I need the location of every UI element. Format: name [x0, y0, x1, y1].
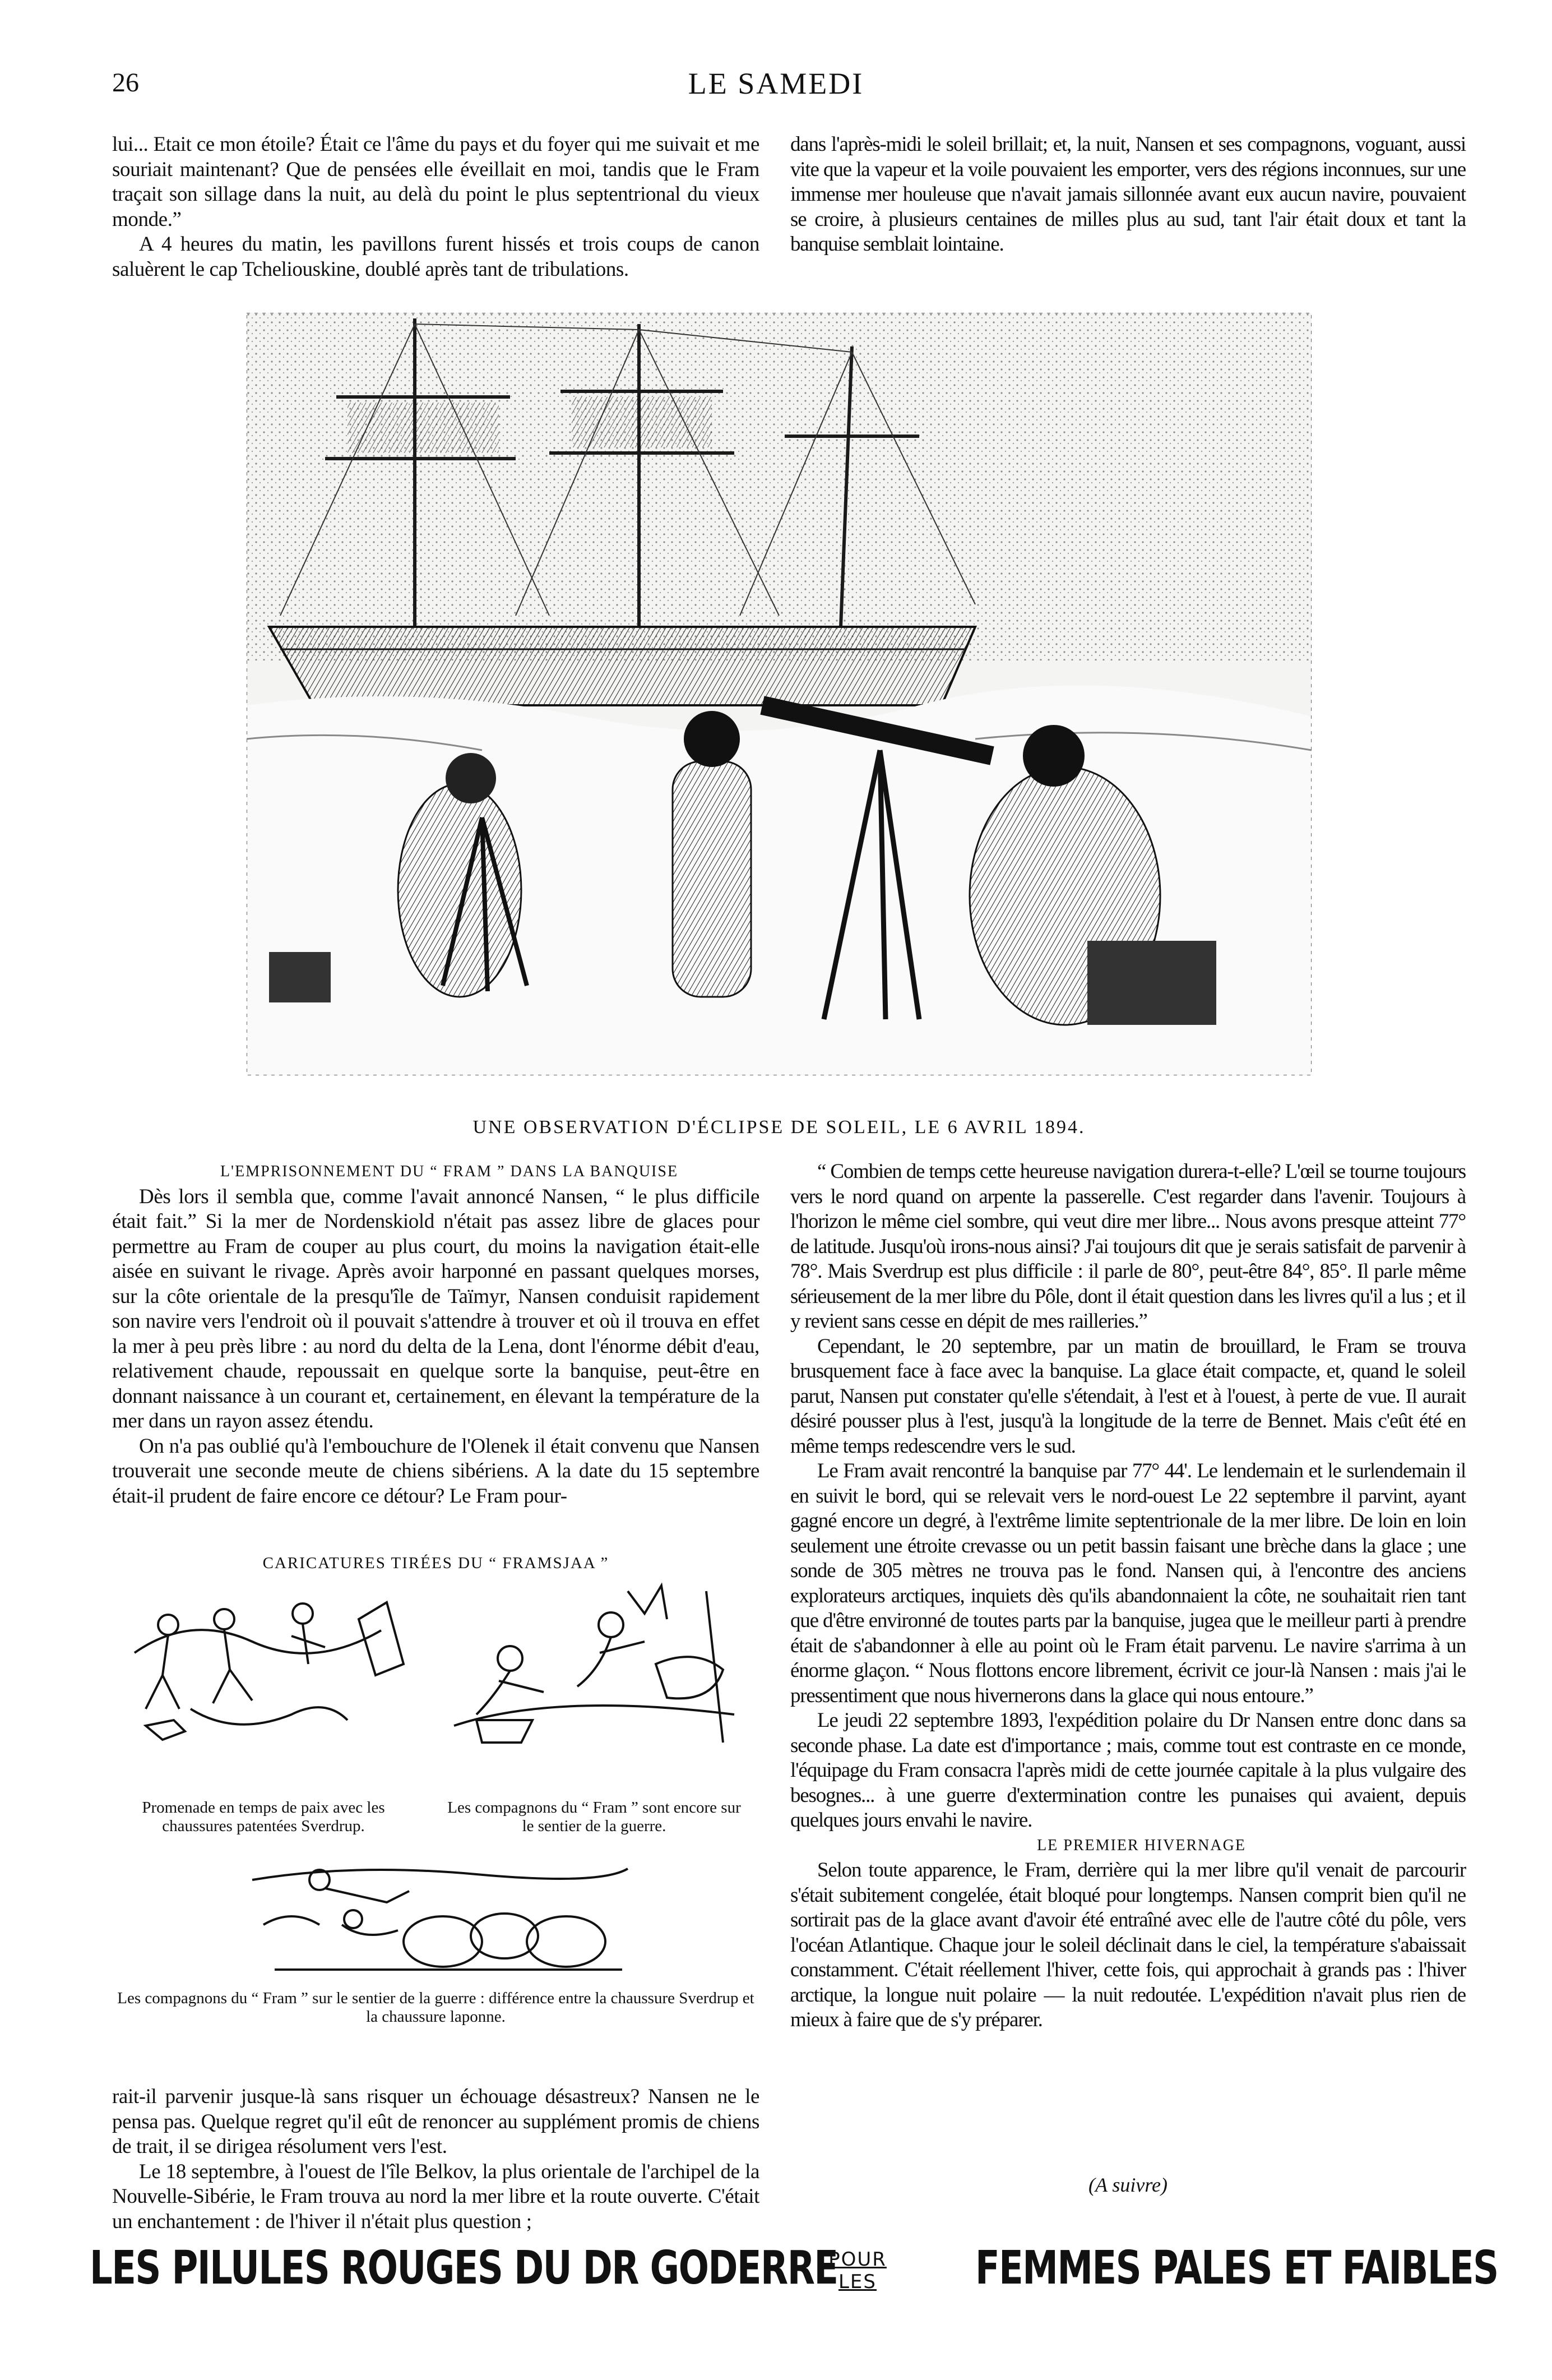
- top-left-column: [112, 132, 759, 282]
- paragraph: Le Fram avait rencontré la banquise par 77° 44'. Le lendemain et le surlendemain il en suivit le bord, qui se relevait vers le nord-ouest Le 22 septembre il parvint, ayant gagné encore un degré, à l'extrême limite septentrionale de la mer libre. De loin en loin seulement une étroite crevasse ou un petit bassin faisant une brèche dans la glace ; une sonde de 305 mètres ne trouva pas le fond. Nansen qui, à l'encontre des anciens explorateurs arctiques, inquiets dès qu'ils abandonnaient la côte, ne souhaitait rien tant que d'être environné de toutes parts par la banquise, jugea que le meilleur parti à prendre était de s'abandonner à elle au point où le Fram était parvenu. Le navire s'arrima à un énorme glaçon. “ Nous flottons encore librement, écrivit ce jour-là Nansen : mais j'ai le pressentiment que nous hivernerons dans la glace qui nous entoure.”: [790, 1459, 1466, 1707]
- top-right-column: [790, 132, 1466, 257]
- caricature-right-drawing: [443, 1580, 745, 1748]
- paragraph: dans l'après-midi le soleil brillait; et, la nuit, Nansen et ses compagnons, voguant, aussi vite que la vapeur et la voile pouvaient les emporter, vers des régions inconnues, sur une immense mer houleuse que n'avait jamais sillonnée avant eux aucun navire, pouvaient se croire, à plusieurs centaines de milles plus au sud, tant l'air était doux et tant la banquise semblait lointaine.: [790, 133, 1466, 256]
- section-heading: LE PREMIER HIVERNAGE: [1037, 1836, 1246, 1854]
- advert-middle: [796, 2248, 919, 2293]
- caricature-left-drawing: [123, 1580, 426, 1748]
- caricature-left-caption: Promenade en temps de paix avec les chaussures patentées Sverdrup.: [142, 1799, 385, 1835]
- advert-middle-bottom: LES: [838, 2271, 877, 2293]
- advert-right-text: FEMMES PALES ET FAIBLES: [975, 2242, 1498, 2295]
- paragraph: rait-il parvenir jusque-là sans risquer un échouage désastreux? Nansen ne le pensa pas. Quelque regret qu'il eût de renoncer au supplément promis de chiens de trait, il se dirigea résolument vers l'est.: [112, 2085, 759, 2158]
- caricatures-heading: CARICATURES TIRÉES DU “ FRAMSJAA ”: [262, 1554, 609, 1572]
- advert-middle-top: POUR: [828, 2248, 887, 2271]
- caricature-bottom-drawing: [241, 1857, 633, 1981]
- paragraph: A 4 heures du matin, les pavillons furent hissés et trois coups de canon saluèrent le cap Tcheliouskine, doublé après tant de tribulations.: [112, 233, 759, 281]
- right-column: [790, 1159, 1466, 2033]
- advert-left-text: LES PILULES ROUGES DU DR GODERRE: [90, 2242, 838, 2295]
- caricature-right-caption: Les compagnons du “ Fram ” sont encore sur le sentier de la guerre.: [447, 1799, 741, 1835]
- paragraph: Le jeudi 22 septembre 1893, l'expédition polaire du Dr Nansen entre donc dans sa seconde phase. La date est d'importance ; mais, comme tout est contraste en ce monde, l'équipage du Fram consacra l'après midi de cette journée capitale à la plus vulgaire des besognes... à une guerre d'extermination contre les punaises qui avaient, depuis quelques jours envahi le navire.: [790, 1709, 1466, 1832]
- left-column: [112, 1159, 759, 1509]
- caricatures-block: [112, 1552, 759, 2028]
- section-heading: L'EMPRISONNEMENT DU “ FRAM ” DANS LA BANQUISE: [220, 1163, 679, 1180]
- caricature-bottom-caption: Les compagnons du “ Fram ” sur le sentier de la guerre : différence entre la chaussure Sverdrup et la chaussure laponne.: [117, 1989, 754, 2026]
- paragraph: Selon toute apparence, le Fram, derrière qui la mer libre qu'il venait de parcourir s'était subitement congelée, était bloqué pour longtemps. Nansen comprit bien qu'il ne sortirait pas de la glace avant d'avoir été entraîné avec elle de l'autre côté du pôle, vers l'océan Atlantique. Chaque jour le soleil déclinait dans le ciel, la température s'abaissait constamment. C'était réellement l'hiver, cette fois, qui approchait à grands pas : l'hiver arctique, la longue nuit polaire — la nuit redoutée. L'expédition n'avait plus rien de mieux à faire que de s'y préparer.: [790, 1859, 1466, 2031]
- engraving-caption: UNE OBSERVATION D'ÉCLIPSE DE SOLEIL, LE 6 AVRIL 1894.: [472, 1117, 1086, 1138]
- paragraph: Cependant, le 20 septembre, par un matin de brouillard, le Fram se trouva brusquement face à face avec la banquise. La glace était compacte, et, quand le soleil parut, Nansen put constater qu'elle s'étendait, à l'est et à l'ouest, à perte de vue. Il aurait désiré pousser plus à l'est, jusqu'à la longitude de la terre de Bennet. Mais c'eût été en même temps redescendre vers le sud.: [790, 1334, 1466, 1458]
- masthead: LE SAMEDI: [688, 67, 864, 100]
- paragraph: “ Combien de temps cette heureuse navigation durera-t-elle? L'œil se tourne toujours vers le nord quand on arpente la passerelle. C'est regarder dans l'avenir. Toujours à l'horizon le même ciel sombre, qui veut dire mer libre... Nous avons presque atteint 77° de latitude. Jusqu'où irons-nous ainsi? J'ai toujours dit que je serais satisfait de parvenir à 78°. Mais Sverdrup est plus difficile : il parle de 80°, peut-être 84°, 85°. Il parle même sérieusement de la mer libre du Pôle, dont il était question dans les livres qu'il a lus ; et il y revient sans cesse en dépit de mes railleries.”: [790, 1160, 1466, 1333]
- paragraph: lui... Etait ce mon étoile? Était ce l'âme du pays et du foyer qui me suivait et me souriait maintenant? Que de pensées elle éveillait en moi, tandis que le Fram traçait son sillage dans la nuit, au delà du point le plus septentrional du vieux monde.”: [112, 133, 759, 231]
- to-be-continued: (A suivre): [1088, 2174, 1168, 2196]
- paragraph: Le 18 septembre, à l'ouest de l'île Belkov, la plus orientale de l'archipel de la Nouvelle-Sibérie, le Fram trouva au nord la mer libre et la route ouverte. C'était un enchantement : de l'hiver il n'était plus question ;: [112, 2160, 759, 2233]
- eclipse-observation-engraving: [247, 313, 1312, 1075]
- paragraph: Dès lors il sembla que, comme l'avait annoncé Nansen, “ le plus difficile était fait.” Si la mer de Nordenskiold n'était pas assez libre de glaces pour permettre au Fram de couper au plus court, du moins la navigation était-elle aisée en suivant le rivage. Après avoir harponné en passant quelques morses, sur la côte orientale de la presqu'île de Taïmyr, Nansen conduisit rapidement son navire vers l'endroit où il pouvait s'attendre à trouver et où il trouva en effet la mer à peu près libre : au nord du delta de la Lena, dont l'énorme débit d'eau, relativement chaude, repoussait en quelque sorte la banquise, peut-être en donnant naissance à un courant et, certainement, en élevant la température de la mer dans un rayon assez étendu.: [112, 1185, 759, 1432]
- left-column-bottom: [112, 2085, 759, 2234]
- paragraph: On n'a pas oublié qu'à l'embouchure de l'Olenek il était convenu que Nansen trouverait une seconde meute de chiens sibériens. A la date du 15 septembre était-il prudent de faire encore ce détour? Le Fram pour-: [112, 1434, 759, 1508]
- page-number: 26: [112, 68, 139, 98]
- engraving-image: [247, 313, 1312, 1075]
